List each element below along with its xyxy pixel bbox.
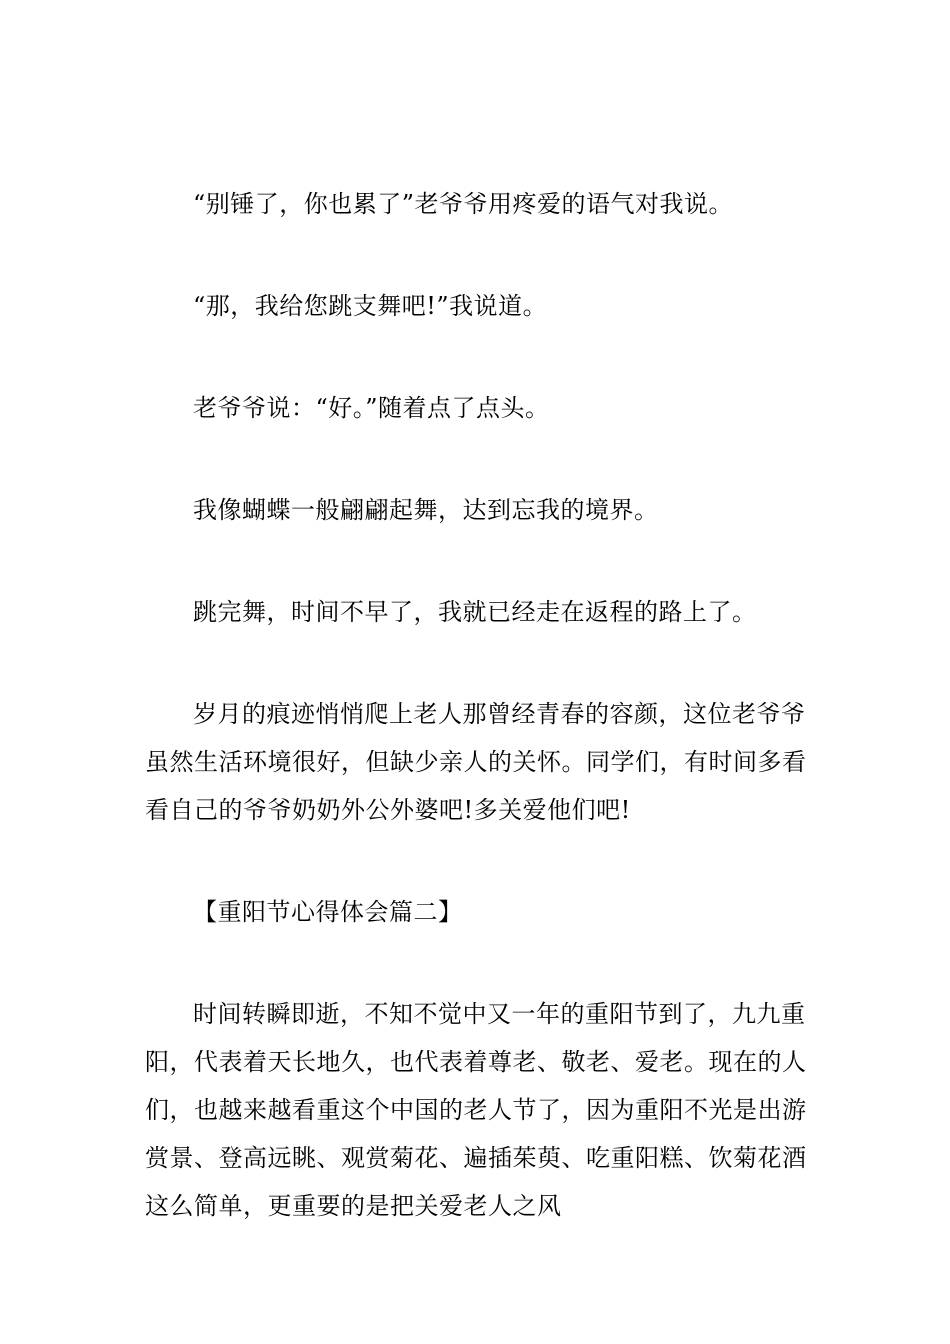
- paragraph-1: “别锤了，你也累了”老爷爷用疼爱的语气对我说。: [193, 190, 734, 218]
- paragraph-4: 我像蝴蝶一般翩翩起舞，达到忘我的境界。: [193, 496, 659, 524]
- section-heading: 【重阳节心得体会篇二】: [193, 898, 463, 926]
- paragraph-3: 老爷爷说：“好。”随着点了点头。: [193, 394, 550, 422]
- paragraph-2: “那，我给您跳支舞吧!”我说道。: [193, 292, 548, 320]
- section-paragraph: 时间转瞬即逝，不知不觉中又一年的重阳节到了，九九重阳，代表着天长地久，也代表着尊老、敬老、爱老。现在的人们，也越来越看重这个中国的老人节了，因为重阳不光是出游赏景、登高远眺、观赏菊花、遍插茱萸、吃重阳糕、饮菊花酒这么简单，更重要的是把关爱老人之风: [145, 1000, 807, 1220]
- paragraph-5: 跳完舞，时间不早了，我就已经走在返程的路上了。: [193, 598, 757, 626]
- document-body: [145, 180, 807, 1230]
- paragraph-6: 岁月的痕迹悄悄爬上老人那曾经青春的容颜，这位老爷爷虽然生活环境很好，但缺少亲人的关怀。同学们，有时间多看看自己的爷爷奶奶外公外婆吧!多关爱他们吧!: [145, 700, 807, 824]
